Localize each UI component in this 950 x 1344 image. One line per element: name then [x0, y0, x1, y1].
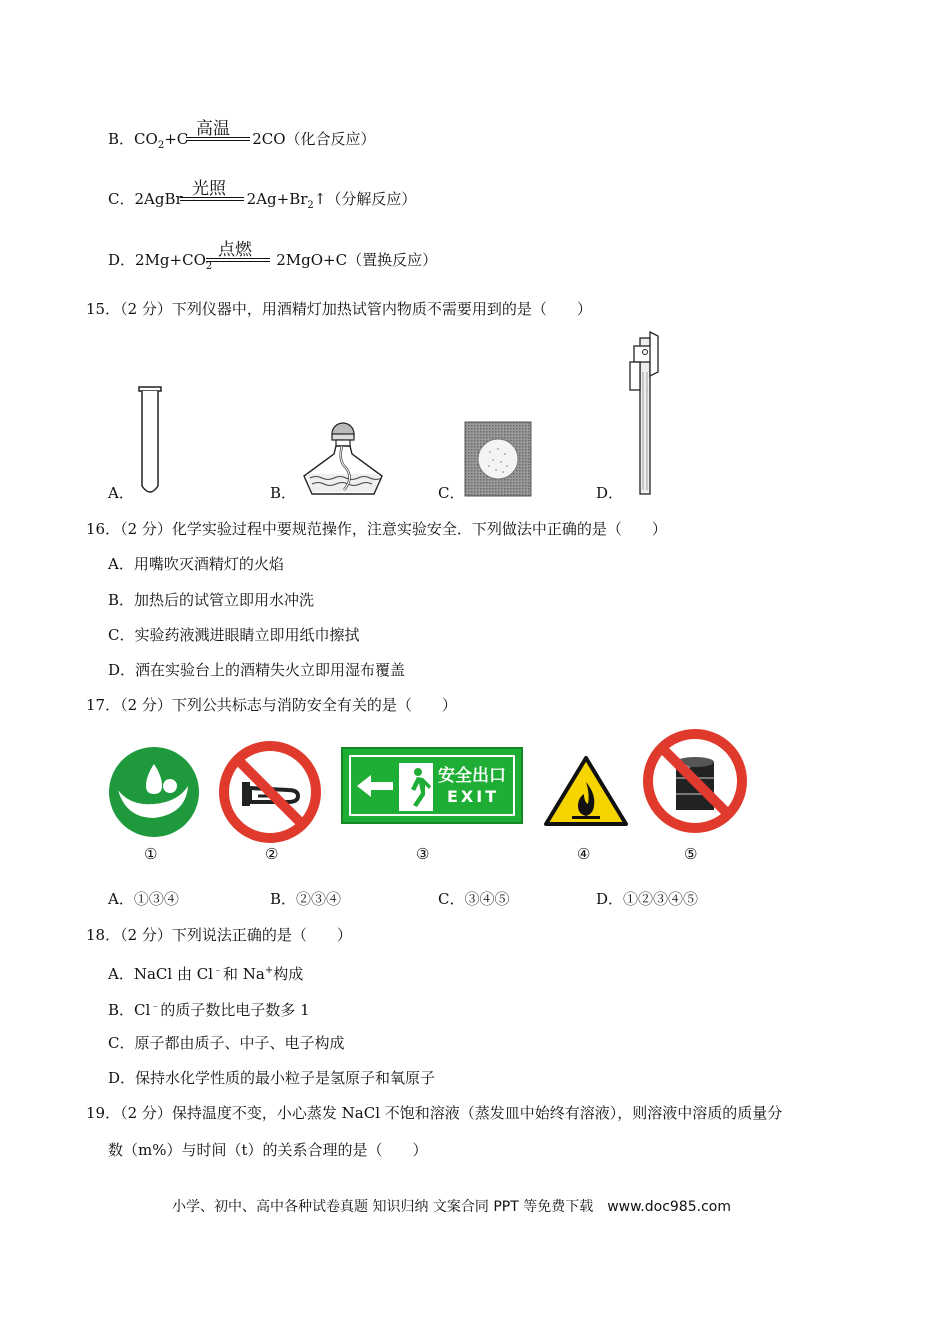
q17-stem: 17．（2 分）下列公共标志与消防安全有关的是（ ） [86, 696, 457, 714]
sign-number-2: ② [265, 845, 279, 863]
running-person-icon [399, 763, 433, 811]
q18-option-b: B．Cl﹣的质子数比电子数多 1 [108, 1001, 310, 1019]
q16-option-d: D．洒在实验台上的酒精失火立即用湿布覆盖 [108, 661, 406, 679]
q15-label-b: B． [270, 484, 297, 502]
q19-stem-line1: 19．（2 分）保持温度不变，小心蒸发 NaCl 不饱和溶液（蒸发皿中始终有溶液），则溶液中溶质的质量分 [86, 1104, 783, 1122]
q16-option-b: B．加热后的试管立即用水冲洗 [108, 591, 315, 609]
sign-number-3: ③ [416, 845, 430, 863]
water-saving-sign-icon [108, 746, 200, 838]
page-footer: 小学、初中、高中各种试卷真题 知识归纳 文案合同 PPT 等免费下载 www.doc985.com [172, 1199, 731, 1215]
sign-number-1: ① [144, 845, 158, 863]
asbestos-gauze-icon [465, 422, 531, 496]
sign-number-4: ④ [577, 845, 591, 863]
alcohol-lamp-icon [298, 406, 388, 498]
q14-option-d: D．$2Mg+CO_2$ 2MgO+C（置换反应） [108, 251, 438, 272]
q14-c-condition: 光照 [192, 179, 226, 199]
emergency-exit-sign [341, 747, 523, 824]
q15-stem: 15．（2 分）下列仪器中，用酒精灯加热试管内物质不需要用到的是（ ） [86, 300, 592, 318]
exit-text-cn: 安全出口 [438, 766, 506, 786]
q15-label-c: C． [438, 484, 465, 502]
q14-c-equals-bar [180, 197, 244, 201]
q14-d-condition: 点燃 [218, 240, 252, 260]
flammable-warning-sign-icon [544, 756, 628, 826]
q17-option-c: C．③④⑤ [438, 890, 510, 908]
q19-stem-line2: 数（m%）与时间（t）的关系合理的是（ ） [108, 1141, 428, 1159]
q14-option-c: C．2AgBr $2Ag+Br_2↑$（分解反应） [108, 190, 417, 211]
q16-option-a: A．用嘴吹灭酒精灯的火焰 [108, 555, 284, 573]
q18-stem: 18．（2 分）下列说法正确的是（ ） [86, 926, 352, 944]
q17-option-a: A．①③④ [108, 890, 179, 908]
arrow-left-icon [355, 773, 395, 799]
q18-option-c: C．原子都由质子、中子、电子构成 [108, 1034, 345, 1052]
q14-d-equals-bar [206, 258, 270, 262]
test-tube-icon [136, 386, 166, 498]
exit-text-en: EXIT [447, 787, 500, 806]
q16-option-c: C．实验药液溅进眼睛立即用纸巾擦拭 [108, 626, 360, 644]
sign-number-5: ⑤ [684, 845, 698, 863]
q17-option-b: B．②③④ [270, 890, 342, 908]
q14-b-equals-bar [186, 137, 250, 141]
q14-option-b: B．$CO_2+C$ 2CO（化合反应） [108, 130, 376, 151]
q18-option-a: A．NaCl 由 Cl﹣和 Na+构成 [108, 965, 304, 983]
test-tube-holder-icon [626, 332, 666, 498]
q15-label-d: D． [596, 484, 624, 502]
q18-option-d: D．保持水化学性质的最小粒子是氢原子和氧原子 [108, 1069, 436, 1087]
q16-stem: 16．（2 分）化学实验过程中要规范操作，注意实验安全．下列做法中正确的是（ ） [86, 520, 667, 538]
no-honking-sign-icon [218, 740, 322, 844]
q14-b-condition: 高温 [196, 119, 230, 139]
no-flammable-storage-sign-icon [642, 728, 748, 834]
q15-label-a: A． [108, 484, 134, 502]
q17-option-d: D．①②③④⑤ [596, 890, 699, 908]
